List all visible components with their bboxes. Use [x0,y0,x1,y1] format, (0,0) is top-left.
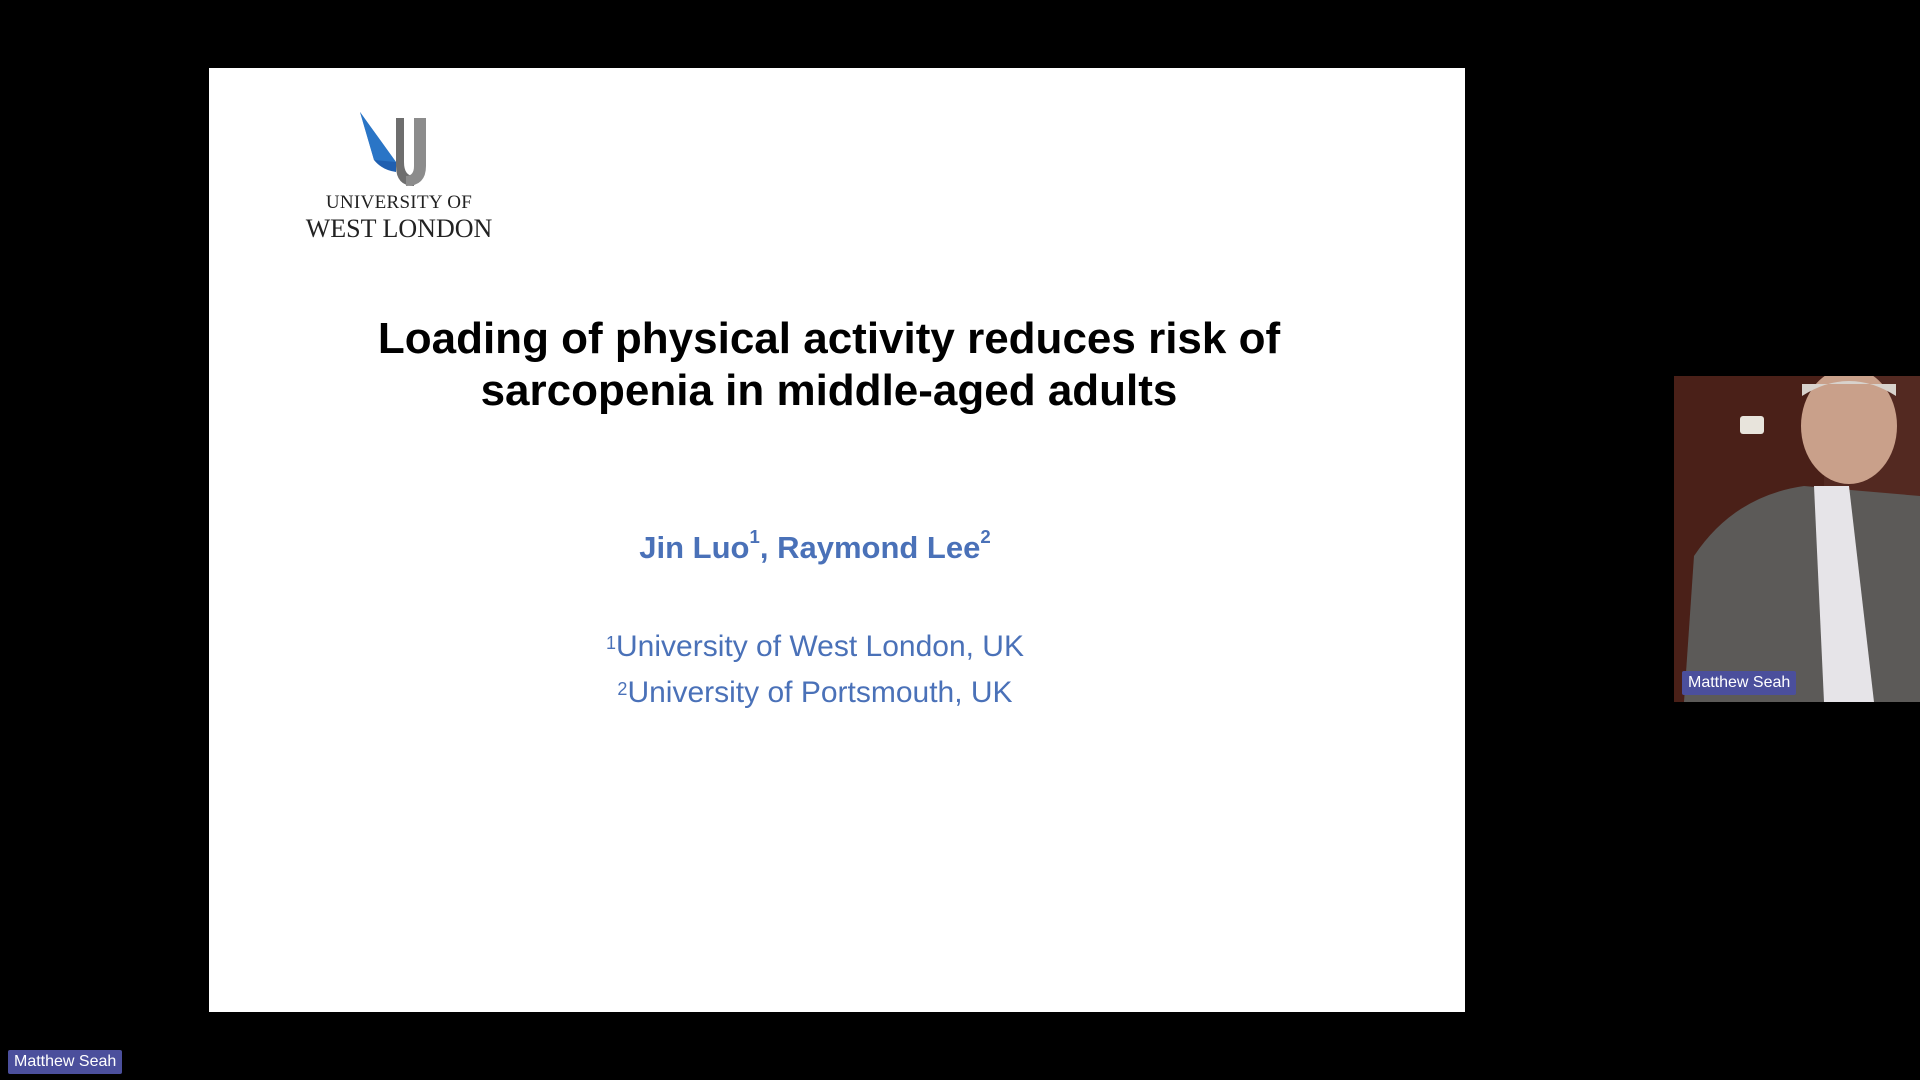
affiliation-1-text: University of West London, UK [616,630,1024,663]
logo-text-line1: UNIVERSITY OF [325,192,473,213]
author-2-sup: 2 [980,526,991,547]
affiliation-1-sup: 1 [606,633,617,653]
author-1-sup: 1 [749,526,760,547]
participant-video-tile[interactable] [1674,376,1920,702]
author-2-name: Raymond Lee [777,530,981,565]
author-1-name: Jin Luo [639,530,750,565]
slide-affiliations [209,624,1421,716]
university-logo-icon [354,110,444,190]
slide-authors [209,526,1421,566]
shared-slide [209,68,1465,1012]
participant-video-feed [1674,376,1920,702]
affiliation-1 [209,624,1421,670]
participant-name-tag: Matthew Seah [1682,671,1796,695]
affiliation-2-text: University of Portsmouth, UK [627,676,1013,709]
slide-title: Loading of physical activity reduces risk of sarcopenia in middle-aged adults [377,314,1281,415]
presenter-name-tag: Matthew Seah [8,1050,122,1074]
university-logo [299,110,499,260]
affiliation-2 [209,670,1421,716]
affiliation-2-sup: 2 [617,679,628,699]
author-separator: , [759,530,778,565]
logo-text-line2: WEST LONDON [305,214,493,243]
